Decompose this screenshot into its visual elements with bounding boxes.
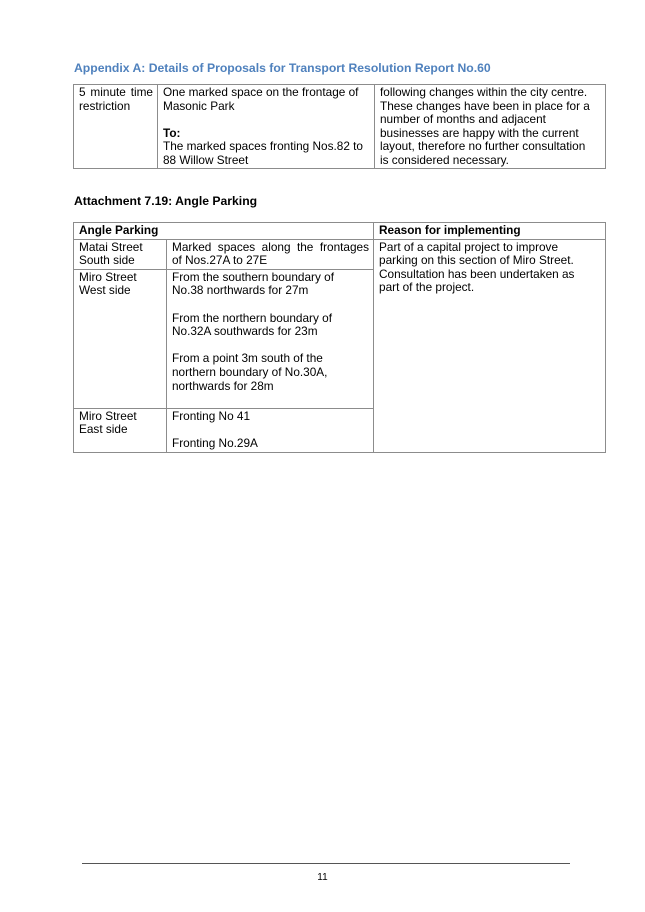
details-cell xyxy=(167,269,374,408)
reason-text: part of the project. xyxy=(379,280,475,295)
details-text: One marked space on the frontage of xyxy=(163,85,359,99)
header-reason: Reason for implementing xyxy=(374,223,606,240)
street-cell xyxy=(74,239,167,269)
details-cell xyxy=(167,239,374,269)
details-text: Marked spaces along the frontages xyxy=(172,239,370,254)
reason-text: parking on this section of Miro Street. xyxy=(379,253,574,268)
details-cell xyxy=(167,408,374,452)
reason-cell xyxy=(375,85,606,169)
details-text: From the southern boundary of xyxy=(172,269,334,284)
table-row xyxy=(74,85,606,169)
page-number: 11 xyxy=(317,872,328,883)
details-text: The marked spaces fronting Nos.82 to xyxy=(163,139,363,154)
street-cell xyxy=(74,408,167,452)
reason-text: businesses are happy with the current xyxy=(380,125,579,140)
restriction-cell xyxy=(74,85,158,169)
details-cell xyxy=(158,85,375,169)
street-side: East side xyxy=(79,422,128,437)
reason-text: following changes within the city centre. xyxy=(380,85,588,99)
reason-text: Part of a capital project to improve xyxy=(379,239,559,254)
details-text: Fronting No 41 xyxy=(172,408,251,423)
details-text: northwards for 28m xyxy=(172,378,274,393)
details-text: Fronting No.29A xyxy=(172,435,258,450)
street-cell xyxy=(74,269,167,408)
street-side: South side xyxy=(79,253,135,268)
street-name: Miro Street xyxy=(79,408,137,423)
continued-proposals-table xyxy=(73,84,606,169)
details-text: No.32A southwards for 23m xyxy=(172,324,318,339)
details-text: of Nos.27A to 27E xyxy=(172,253,268,268)
reason-text: Consultation has been undertaken as xyxy=(379,266,575,281)
details-text: northern boundary of No.30A, xyxy=(172,364,328,379)
restriction-text: restriction xyxy=(79,98,131,113)
street-side: West side xyxy=(79,283,131,298)
street-name: Matai Street xyxy=(79,239,143,254)
attachment-title: Attachment 7.19: Angle Parking xyxy=(74,194,258,208)
reason-text: These changes have been in place for a xyxy=(380,98,590,113)
details-text: 88 Willow Street xyxy=(163,152,249,167)
header-angle-parking: Angle Parking xyxy=(74,223,374,240)
details-text: From a point 3m south of the xyxy=(172,351,323,366)
footer-divider xyxy=(82,863,570,864)
reason-cell xyxy=(374,239,606,452)
table-row xyxy=(74,239,606,269)
reason-text: layout, therefore no further consultation xyxy=(380,139,586,154)
appendix-title: Appendix A: Details of Proposals for Transport Resolution Report No.60 xyxy=(74,61,491,75)
details-text: Masonic Park xyxy=(163,98,235,113)
details-text: No.38 northwards for 27m xyxy=(172,283,309,298)
reason-text: is considered necessary. xyxy=(380,152,509,167)
table-header-row xyxy=(74,223,606,240)
to-label: To: xyxy=(163,125,181,140)
details-text: From the northern boundary of xyxy=(172,310,333,325)
restriction-text: 5 minute time xyxy=(79,85,153,99)
reason-text: number of months and adjacent xyxy=(380,112,546,127)
street-name: Miro Street xyxy=(79,269,137,284)
angle-parking-table xyxy=(73,222,606,453)
